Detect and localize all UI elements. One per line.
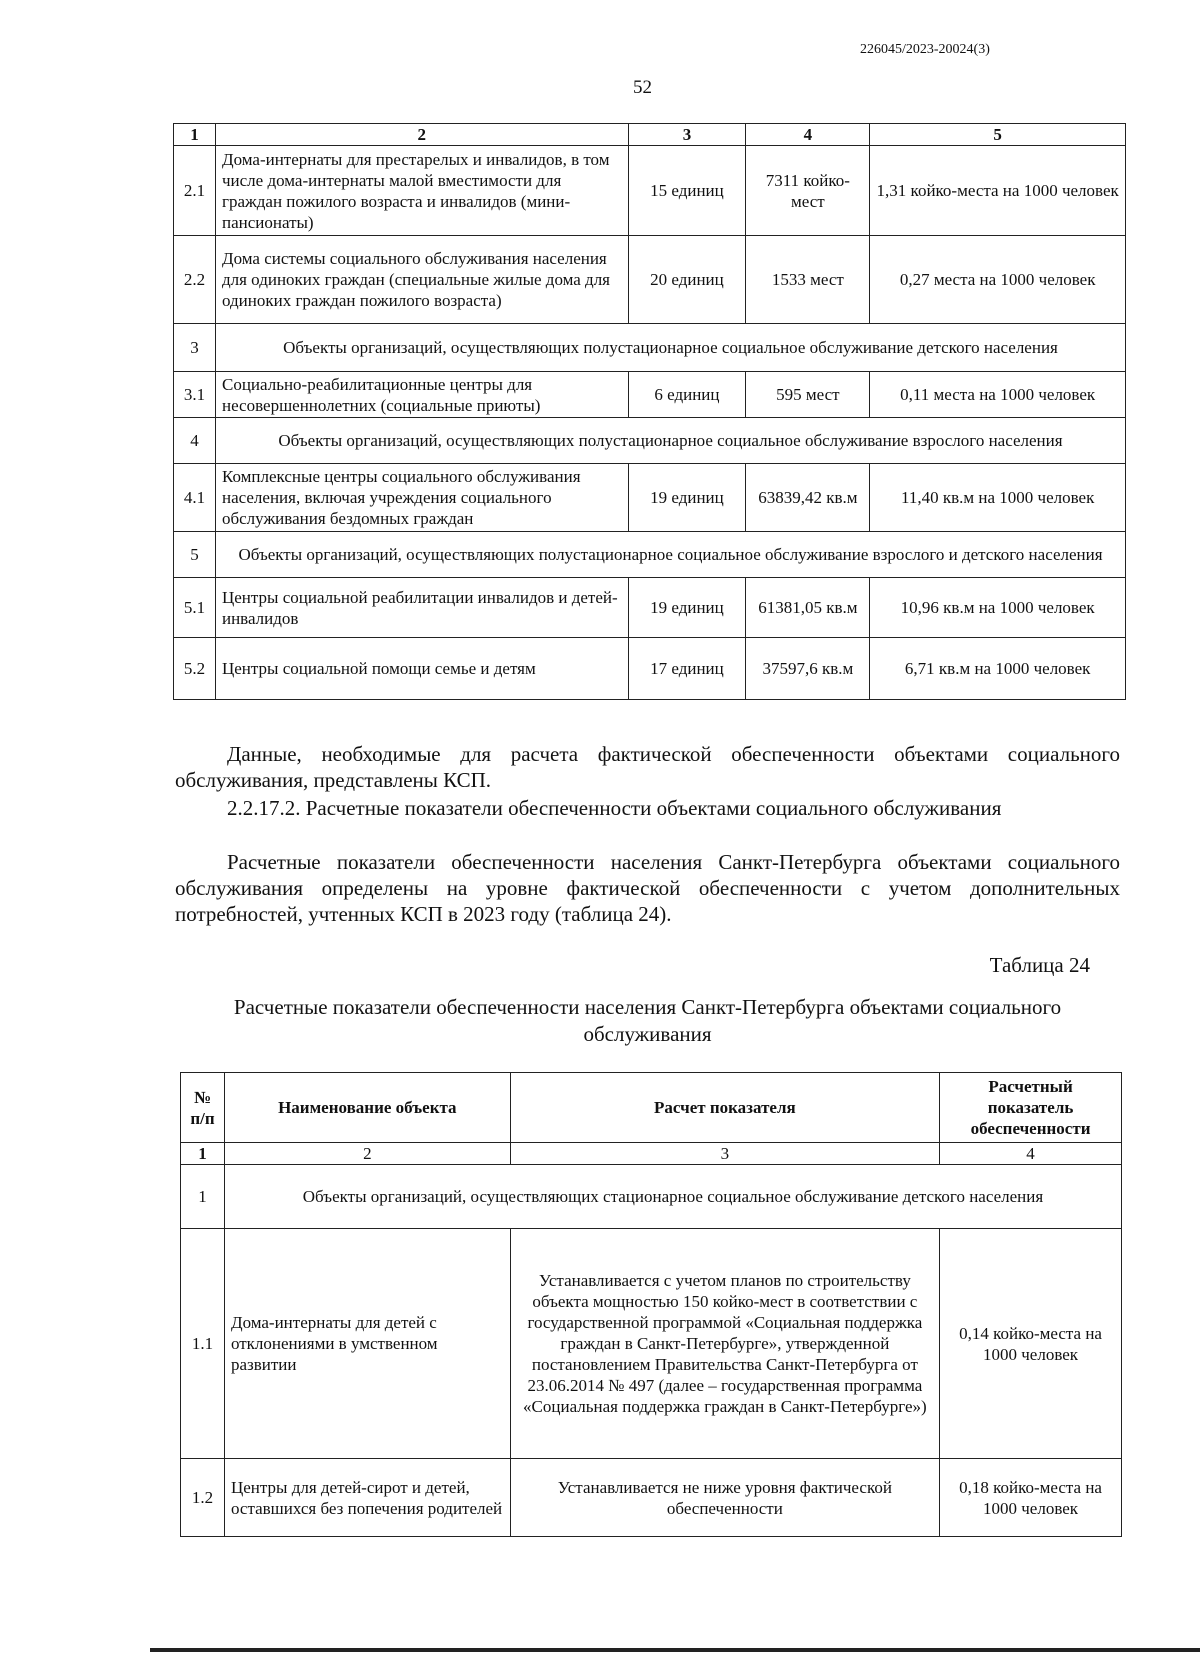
facility-count: 20 единиц bbox=[628, 236, 746, 324]
section-row bbox=[174, 532, 1126, 578]
facility-count: 19 единиц bbox=[628, 578, 746, 638]
paragraph-calc-indicators: Расчетные показатели обеспеченности населения Санкт-Петербурга объектами социального обслуживания определены на уровне фактической обеспеченности с учетом дополнительных потребностей, учтенных КСП в 2023 году (таблица 24). bbox=[175, 850, 1120, 926]
facility-name: Дома системы социального обслуживания населения для одиноких граждан (специальные жилые дома для одиноких граждан пожилого возраста) bbox=[215, 236, 628, 324]
facility-count: 19 единиц bbox=[628, 464, 746, 532]
facility-count: 6 единиц bbox=[628, 372, 746, 418]
row-number: 5.1 bbox=[174, 578, 216, 638]
facility-name: Центры социальной помощи семье и детям bbox=[215, 638, 628, 700]
column-number: 5 bbox=[870, 124, 1126, 146]
row-number: 1.1 bbox=[181, 1229, 225, 1459]
section-title: Объекты организаций, осуществляющих полустационарное социальное обслуживание детского населения bbox=[215, 324, 1125, 372]
column-number: 1 bbox=[174, 124, 216, 146]
column-number: 3 bbox=[628, 124, 746, 146]
facility-capacity: 1533 мест bbox=[746, 236, 870, 324]
calculation-text: Устанавливается не ниже уровня фактической обеспеченности bbox=[510, 1459, 939, 1537]
facility-name: Социально-реабилитационные центры для несовершеннолетних (социальные приюты) bbox=[215, 372, 628, 418]
provision-value: 0,18 койко-места на 1000 человек bbox=[940, 1459, 1122, 1537]
column-number: 4 bbox=[746, 124, 870, 146]
section-row bbox=[174, 418, 1126, 464]
table-row bbox=[174, 638, 1126, 700]
facility-capacity: 37597,6 кв.м bbox=[746, 638, 870, 700]
table-row bbox=[174, 464, 1126, 532]
scan-edge-line bbox=[150, 1648, 1200, 1652]
calculation-text: Устанавливается с учетом планов по строительству объекта мощностью 150 койко-мест в соответствии с государственной программой «Социальная поддержка граждан в Санкт-Петербурге», утвержденной постановлением Правительства Санкт-Петербурга от 23.06.2014 № 497 (далее – государственная программа «Социальная поддержка граждан в Санкт-Петербурге») bbox=[510, 1229, 939, 1459]
facility-name: Дома-интернаты для престарелых и инвалидов, в том числе дома-интернаты малой вместимости для граждан пожилого возраста и инвалидов (мини-пансионаты) bbox=[215, 146, 628, 236]
row-number: 3 bbox=[174, 324, 216, 372]
table-header-row bbox=[181, 1073, 1122, 1143]
row-number: 5.2 bbox=[174, 638, 216, 700]
column-number: 2 bbox=[224, 1143, 510, 1165]
facility-count: 15 единиц bbox=[628, 146, 746, 236]
row-number: 2.1 bbox=[174, 146, 216, 236]
table-row bbox=[181, 1229, 1122, 1459]
row-number: 4 bbox=[174, 418, 216, 464]
provision-value: 0,14 койко-места на 1000 человек bbox=[940, 1229, 1122, 1459]
table-title: Расчетные показатели обеспеченности населения Санкт-Петербурга объектами социального обслуживания bbox=[233, 995, 1062, 1046]
table-row bbox=[174, 236, 1126, 324]
facility-name: Центры для детей-сирот и детей, оставшихся без попечения родителей bbox=[224, 1459, 510, 1537]
provision-ratio: 6,71 кв.м на 1000 человек bbox=[870, 638, 1126, 700]
table-24 bbox=[180, 1072, 1122, 1537]
provision-ratio: 0,27 места на 1000 человек bbox=[870, 236, 1126, 324]
column-number: 4 bbox=[940, 1143, 1122, 1165]
paragraph-data-source: Данные, необходимые для расчета фактической обеспеченности объектами социального обслуживания, представлены КСП. bbox=[175, 742, 1120, 792]
column-number: 1 bbox=[181, 1143, 225, 1165]
table-label: Таблица 24 bbox=[989, 953, 1090, 977]
column-number: 2 bbox=[215, 124, 628, 146]
document-number: 226045/2023-20024(3) bbox=[860, 42, 990, 57]
section-title: Объекты организаций, осуществляющих полустационарное социальное обслуживание взрослого населения bbox=[215, 418, 1125, 464]
section-heading-2-2-17-2: 2.2.17.2. Расчетные показатели обеспеченности объектами социального обслуживания bbox=[227, 796, 1002, 820]
table-row bbox=[181, 1459, 1122, 1537]
row-number: 5 bbox=[174, 532, 216, 578]
provision-ratio: 1,31 койко-места на 1000 человек bbox=[870, 146, 1126, 236]
row-number: 3.1 bbox=[174, 372, 216, 418]
header-value: Расчетный показатель обеспеченности bbox=[940, 1073, 1122, 1143]
facility-capacity: 61381,05 кв.м bbox=[746, 578, 870, 638]
header-num: № п/п bbox=[181, 1073, 225, 1143]
table-row bbox=[174, 578, 1126, 638]
row-number: 1 bbox=[181, 1165, 225, 1229]
section-row bbox=[174, 324, 1126, 372]
facility-count: 17 единиц bbox=[628, 638, 746, 700]
table-row bbox=[174, 146, 1126, 236]
column-number: 3 bbox=[510, 1143, 939, 1165]
facility-name: Комплексные центры социального обслуживания населения, включая учреждения социального обслуживания бездомных граждан bbox=[215, 464, 628, 532]
section-title: Объекты организаций, осуществляющих стационарное социальное обслуживание детского населения bbox=[224, 1165, 1121, 1229]
row-number: 1.2 bbox=[181, 1459, 225, 1537]
table-header-row bbox=[174, 124, 1126, 146]
page-number: 52 bbox=[633, 77, 652, 98]
section-title: Объекты организаций, осуществляющих полустационарное социальное обслуживание взрослого и детского населения bbox=[215, 532, 1125, 578]
provision-ratio: 11,40 кв.м на 1000 человек bbox=[870, 464, 1126, 532]
facility-capacity: 63839,42 кв.м bbox=[746, 464, 870, 532]
column-numbers-row bbox=[181, 1143, 1122, 1165]
facility-capacity: 7311 койко-мест bbox=[746, 146, 870, 236]
provision-ratio: 0,11 места на 1000 человек bbox=[870, 372, 1126, 418]
row-number: 4.1 bbox=[174, 464, 216, 532]
header-name: Наименование объекта bbox=[224, 1073, 510, 1143]
facility-capacity: 595 мест bbox=[746, 372, 870, 418]
table-row bbox=[174, 372, 1126, 418]
table-social-facilities-actual bbox=[173, 123, 1126, 700]
header-calc: Расчет показателя bbox=[510, 1073, 939, 1143]
facility-name: Дома-интернаты для детей с отклонениями в умственном развитии bbox=[224, 1229, 510, 1459]
facility-name: Центры социальной реабилитации инвалидов и детей-инвалидов bbox=[215, 578, 628, 638]
section-row bbox=[181, 1165, 1122, 1229]
row-number: 2.2 bbox=[174, 236, 216, 324]
provision-ratio: 10,96 кв.м на 1000 человек bbox=[870, 578, 1126, 638]
